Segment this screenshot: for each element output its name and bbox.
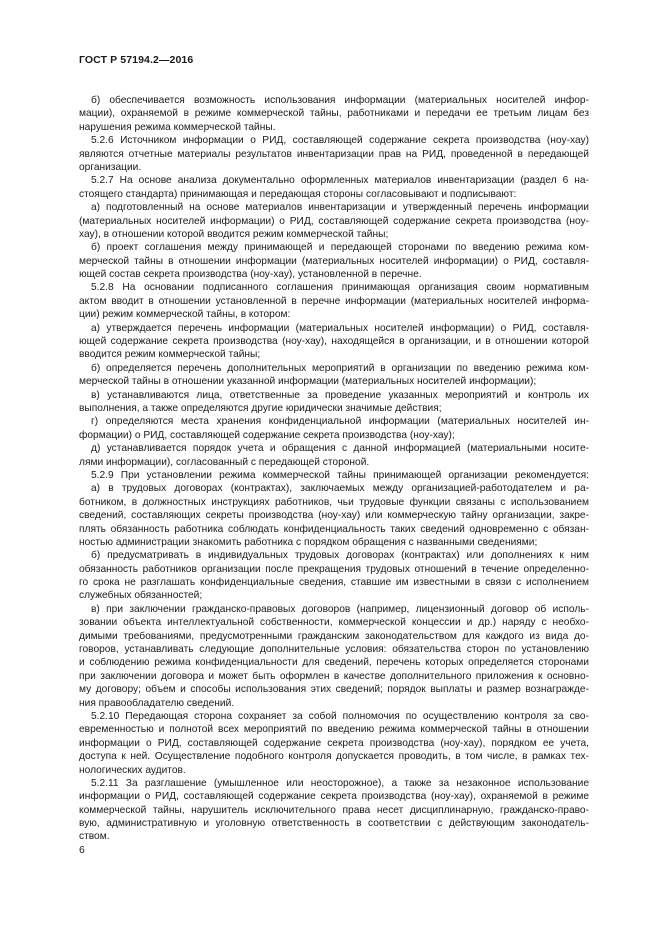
text-line: ботником, в должностных инструкциях работников, чьи трудовые функции связаны с использованием xyxy=(79,496,589,508)
text-line: и соблюдению режима конфиденциальности для сведений, перечень которых определяется сторонами xyxy=(79,657,589,669)
text-line: вводится режим коммерческой тайны; xyxy=(79,349,261,361)
text-line: 5.2.6 Источником информации о РИД, составляющей содержание секрета производства (ноу-хау) xyxy=(91,135,589,147)
text-line: ством. xyxy=(79,831,110,843)
text-line: информации о РИД, составляющей содержание секрета производства (ноу-хау), охраняемой в режиме xyxy=(79,791,589,803)
text-line: димыми требованиями, предусмотренными гражданским законодательством для каждого из вида до- xyxy=(79,630,589,642)
text-line: 5.2.11 За разглашение (умышленное или неосторожное), а также за незаконное использование xyxy=(91,777,589,789)
text-line: 5.2.7 На основе анализа документально оформленных материалов инвентаризации (раздел 6 на- xyxy=(91,175,589,187)
text-line: нологических аудитов. xyxy=(79,764,186,776)
text-line: б) проект соглашения между принимающей и передающей сторонами по введению режима ком- xyxy=(91,242,589,254)
text-line: го срока не разглашать конфиденциальные сведения, ставшие им известными в связи с исполнением xyxy=(79,577,589,589)
text-line: ющей состав секрета производства (ноу-хау), установленной в перечне. xyxy=(79,269,422,281)
text-line: информации о РИД, составляющей содержание секрета производства (ноу-хау), порядком ее учета, xyxy=(79,737,589,749)
text-line: актом вводит в отношении установленной в перечне информации (материальных носителей информа- xyxy=(79,295,589,307)
text-line: обязанность работников организации после прекращения трудовых отношений в течение определенно- xyxy=(79,563,589,575)
text-line: мации), охраняемой в режиме коммерческой тайны, работниками и передачи ее третьим лицам без xyxy=(79,108,589,120)
text-line: 5.2.8 На основании подписанного соглашения принимающая организация своим нормативным xyxy=(91,282,589,294)
document-body xyxy=(79,94,589,844)
text-line: ностью администрации знакомить работника с порядком обращения с названными сведениями; xyxy=(79,536,538,548)
text-line: являются отчетные материалы результатов инвентаризации прав на РИД, проведенной в передающей xyxy=(79,148,589,160)
text-line: в) при заключении гражданско-правовых договоров (например, лицензионный договор об исполь- xyxy=(91,603,589,615)
text-line: в) устанавливаются лица, ответственные за проведение указанных мероприятий и контроль их xyxy=(91,389,589,401)
text-line: сведений, составляющих секреты производства (ноу-хау) или коммерческую тайну организации, закре- xyxy=(79,510,589,522)
text-line: б) определяется перечень дополнительных мероприятий в организации по введению режима ком- xyxy=(91,362,589,374)
text-line: 5.2.10 Передающая сторона сохраняет за собой полномочия по осуществлению контроля за сво- xyxy=(91,710,589,722)
text-line: доступа к ней. Осуществление подобного контроля допускается проводить, в том числе, в рамках тех- xyxy=(79,751,589,763)
text-line: служебных обязанностей; xyxy=(79,590,203,602)
text-line: вую, административную и уголовную ответственность в соответствии с действующим законодатель- xyxy=(79,818,589,830)
text-line: выполнения, а также определяются другие юридически значимые действия; xyxy=(79,402,442,414)
page-number: 6 xyxy=(79,844,85,856)
text-line: зовании объекта интеллектуальной собственности, коммерческой концессии и др.) наряду с необхо- xyxy=(79,617,589,629)
text-line: мерческой тайны в отношении указанной информации (материальных носителей информации); xyxy=(79,376,537,388)
text-line: ющей содержание секрета производства (ноу-хау), находящейся в организации, и в отношении которой xyxy=(79,336,589,348)
text-line: при заключении договора и может быть оформлен в качестве дополнительного приложения к основно- xyxy=(79,670,589,682)
text-line: стоящего стандарта) принимающая и передающая стороны согласовывают и подписывают: xyxy=(79,188,517,200)
text-line: 5.2.9 При установлении режима коммерческой тайны принимающей организации рекомендуется: xyxy=(91,469,589,481)
text-line: хау), в отношении которой вводится режим коммерческой тайны; xyxy=(79,228,389,240)
text-line: г) определяются места хранения конфиденциальной информации (материальных носителей ин- xyxy=(91,416,589,428)
text-line: организации. xyxy=(79,161,142,173)
text-line: (материальных носителей информации) о РИД, составляющей содержание секрета производства (ноу- xyxy=(79,215,589,227)
text-line: нарушения режима коммерческой тайны. xyxy=(79,121,276,133)
document-header: ГОСТ Р 57194.2—2016 xyxy=(79,54,194,66)
text-line: а) в трудовых договорах (контрактах), заключаемых между организацией-работодателем и ра- xyxy=(91,483,589,495)
text-line: плять обязанность работника соблюдать конфиденциальность таких сведений одновременно с обязан- xyxy=(79,523,589,535)
text-line: лями информации), согласованный с передающей стороной. xyxy=(79,456,370,468)
text-line: д) устанавливается порядок учета и обращения с данной информацией (материальными носите- xyxy=(91,443,589,455)
text-line: ния правообладателю сведений. xyxy=(79,697,235,709)
text-line: му договору; объем и способы использования этих сведений; порядок выплаты и размер вознагражде- xyxy=(79,684,589,696)
text-line: формации) о РИД, составляющей содержание секрета производства (ноу-хау); xyxy=(79,429,455,441)
text-line: евременностью и полнотой всех мероприятий по введению режима коммерческой тайны в отношении xyxy=(79,724,589,736)
text-line: ции) режим коммерческой тайны, в котором: xyxy=(79,309,291,321)
text-line: б) обеспечивается возможность использования информации (материальных носителей инфор- xyxy=(91,95,589,106)
text-line: мерческой тайны в отношении информации (материальных носителей информации) о РИД, составля- xyxy=(79,255,589,267)
text-line: а) подготовленный на основе материалов инвентаризации и утвержденный перечень информации xyxy=(91,202,589,214)
text-line: коммерческой тайны, нарушитель исключительного права несет дисциплинарную, гражданско-право- xyxy=(79,804,589,816)
text-line: б) предусматривать в индивидуальных трудовых договорах (контрактах) или дополнениях к ним xyxy=(91,550,589,562)
text-line: говоров, устанавливать следующие дополнительные условия: обязательства сторон по установлению xyxy=(79,644,589,656)
text-line: а) утверждается перечень информации (материальных носителей информации) о РИД, составля- xyxy=(91,322,589,334)
